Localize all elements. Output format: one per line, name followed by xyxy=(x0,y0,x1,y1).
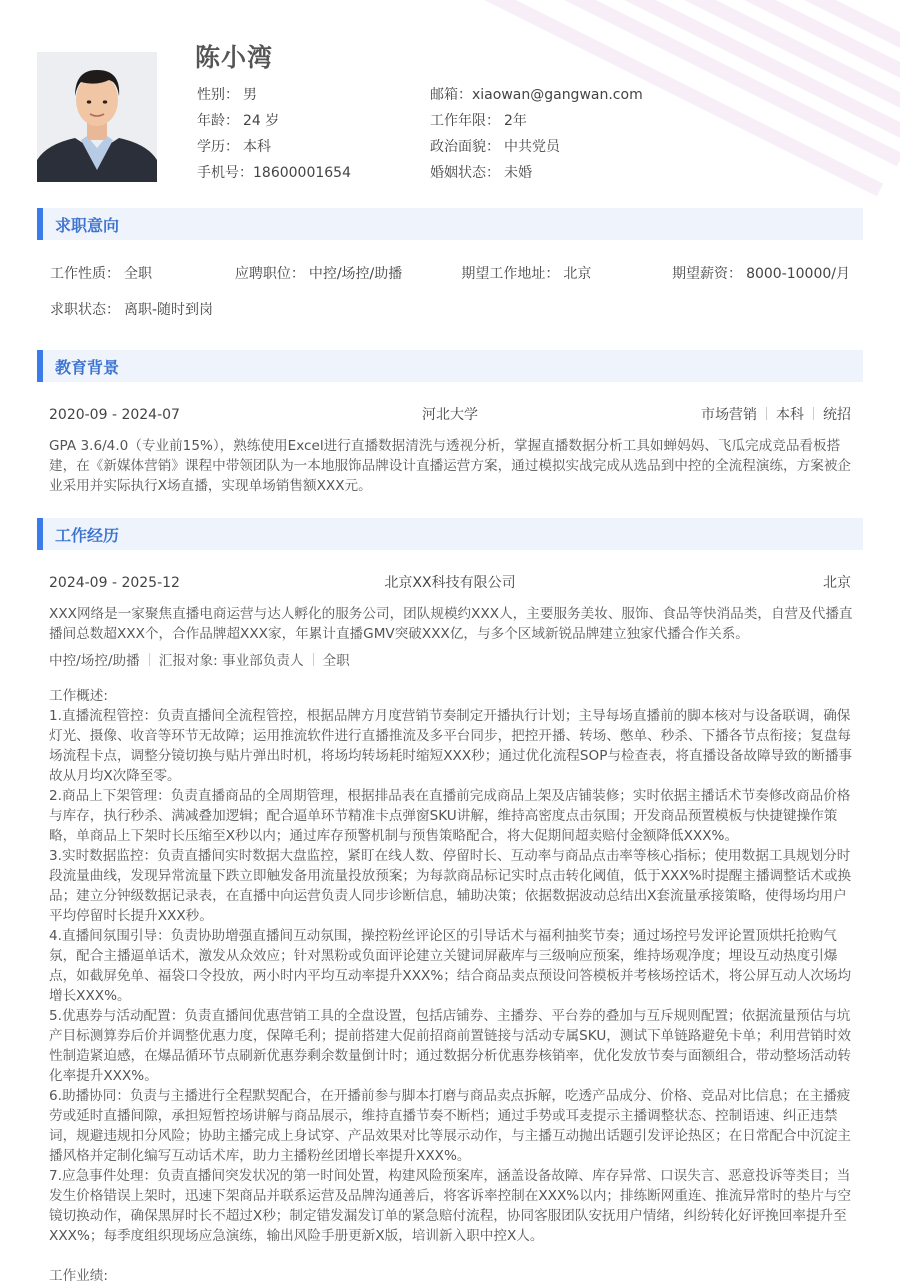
gender-label: 性别： xyxy=(197,87,239,103)
job-tags xyxy=(49,651,350,671)
position-label: 应聘职位： xyxy=(234,266,305,282)
candidate-name: 陈小湾 xyxy=(195,43,274,72)
info-row xyxy=(197,137,717,163)
divider xyxy=(813,407,814,420)
divider xyxy=(149,653,150,666)
email-value: xiaowan@gangwan.com xyxy=(472,87,643,103)
education-description: GPA 3.6/4.0（专业前15%），熟练使用Excel进行直播数据清洗与透视分析，掌握直播数据分析工具如蝉妈妈、飞瓜完成竞品看板搭建，在《新媒体营销》课程中带领团队为一本地服饰品牌设计直播运营方案，通过模拟实战完成从选品到中控的全流程演练，方案被企业采用并实际执行X场直播，实现单场销售额XXX元。 xyxy=(49,438,852,494)
info-row xyxy=(197,85,717,111)
company-description: XXX网络是一家聚焦直播电商运营与达人孵化的服务公司，团队规模约XXX人，主要服务美妆、服饰、食品等快消品类，自营及代播直播间总数超XXX个，合作品牌超XXX家，年累计直播GMV突破XXX亿，与多个区域新锐品牌建立独家代播合作关系。 xyxy=(49,606,853,642)
section-title-text: 工作经历 xyxy=(55,526,120,545)
salary-label: 期望薪资： xyxy=(672,266,743,282)
nature-value: 全职 xyxy=(124,266,152,282)
section-title-education xyxy=(37,350,863,382)
section-title-intent xyxy=(37,208,863,240)
admission-type: 统招 xyxy=(823,407,851,423)
major: 市场营销 xyxy=(701,407,757,423)
employment-type: 全职 xyxy=(322,653,350,669)
divider xyxy=(766,407,767,420)
spacer xyxy=(49,1246,853,1266)
education-entry-header xyxy=(49,404,851,426)
job-intent xyxy=(50,264,850,320)
work-duties xyxy=(49,686,853,1286)
duty-item: 1.直播流程管控：负责直播间全流程管控，根据品牌方月度营销节奏制定开播执行计划；主导每场直播前的脚本核对与设备联调，确保灯光、摄像、收音等环节无故障；运用推流软件进行直播推流及多平台同步，把控开播、转场、憋单、秒杀、下播各节点衔接；复盘每场流程卡点，调整分镜切换与贴片弹出时机，将场均转场耗时缩短XXX秒；通过优化流程SOP与检查表，将直播设备故障导致的断播事故从月均X次降至零。 xyxy=(49,708,853,784)
section-title-work xyxy=(37,518,863,550)
education-label: 学历： xyxy=(197,139,239,155)
marital-value: 未婚 xyxy=(504,165,532,181)
avatar xyxy=(37,52,157,182)
divider xyxy=(313,653,314,666)
phone-value: 18600001654 xyxy=(253,165,351,181)
age-value: 24 岁 xyxy=(243,113,280,129)
salary-value: 8000-10000/月 xyxy=(746,266,850,282)
work-period: 2024-09 - 2025-12 xyxy=(49,575,180,591)
duty-item: 6.助播协同：负责与主播进行全程默契配合，在开播前参与脚本打磨与商品卖点拆解，吃透产品成分、价格、竞品对比信息；在主播疲劳或延时直播间隙，承担短暂控场讲解与商品展示，维持直播节奏不断档；通过手势或耳麦提示主播调整状态、控制语速、纠正违禁词，规避违规扣分风险；协助主播完成上身试穿、产品效果对比等展示动作，与主播互动抛出话题引发评论热区；在日常配合中沉淀主播风格并定制化编写互动话术库，助力主播粉丝团增长率提升XXX%。 xyxy=(49,1088,852,1164)
section-title-text: 求职意向 xyxy=(55,216,120,235)
education-tags xyxy=(701,404,851,426)
info-row xyxy=(197,111,717,137)
work-entry-header xyxy=(49,572,851,594)
work-years-label: 工作年限： xyxy=(430,113,500,129)
nature-label: 工作性质： xyxy=(50,266,120,282)
section-title-text: 教育背景 xyxy=(55,358,120,377)
location-label: 期望工作地址： xyxy=(461,266,560,282)
political-value: 中共党员 xyxy=(504,139,560,155)
intent-row xyxy=(50,264,850,284)
school-name: 河北大学 xyxy=(422,407,478,423)
marital-label: 婚姻状态： xyxy=(430,165,500,181)
job-role: 中控/场控/助播 xyxy=(49,653,140,669)
duties-title: 工作概述: xyxy=(49,688,108,704)
gender-value: 男 xyxy=(243,87,257,103)
duty-item: 3.实时数据监控：负责直播间实时数据大盘监控，紧盯在线人数、停留时长、互动率与商品点击率等核心指标；使用数据工具规划分时段流量曲线，发现异常流量下跌立即触发备用流量投放预案；为每款商品标记实时点击转化阈值，低于XXX%时提醒主播调整话术或换品；建立分钟级数据记录表，在直播中向运营负责人同步诊断信息，辅助决策；依据数据波动总结出X套流量承接策略，使得场均用户平均停留时长提升XXX秒。 xyxy=(49,848,852,924)
political-label: 政治面貌： xyxy=(430,139,500,155)
results-title: 工作业绩: xyxy=(49,1268,108,1284)
education-period: 2020-09 - 2024-07 xyxy=(49,407,180,423)
status-value: 离职-随时到岗 xyxy=(124,302,214,318)
intent-row xyxy=(50,300,850,320)
work-city: 北京 xyxy=(823,575,851,591)
degree: 本科 xyxy=(776,407,804,423)
phone-label: 手机号： xyxy=(197,165,253,181)
profile-header xyxy=(37,38,863,188)
status-label: 求职状态： xyxy=(50,302,120,318)
work-years-value: 2年 xyxy=(504,113,527,129)
report-to: 汇报对象: 事业部负责人 xyxy=(158,653,304,669)
basic-info xyxy=(197,85,717,189)
duty-item: 5.优惠券与活动配置：负责直播间优惠营销工具的全盘设置，包括店铺券、主播券、平台券的叠加与互斥规则配置；依据流量预估与坑产目标测算券后价并调整优惠力度，保障毛利；提前搭建大促前招商前置链接与活动专属SKU，测试下单链路避免卡单；利用营销时效性制造紧迫感，在爆品循环节点刷新优惠券剩余数量倒计时；通过数据分析优惠券核销率，优化发放节奏与面额组合，带动整场活动转化率提升XXX%。 xyxy=(49,1008,852,1084)
education-value: 本科 xyxy=(243,139,271,155)
location-value: 北京 xyxy=(563,266,592,282)
duty-item: 7.应急事件处理：负责直播间突发状况的第一时间处置，构建风险预案库，涵盖设备故障、库存异常、口误失言、恶意投诉等类目；当发生价格错误上架时，迅速下架商品并联系运营及品牌沟通善后，将客诉率控制在XXX%以内；排练断网重连、推流异常时的垫片与空镜切换动作，确保黑屏时长不超过X秒；制定错发漏发订单的紧急赔付流程，协同客服团队安抚用户情绪，纠纷转化好评挽回率提升至XXX%；每季度组织现场应急演练，输出风险手册更新X版，培训新入职中控X人。 xyxy=(49,1168,852,1244)
position-value: 中控/场控/助播 xyxy=(308,266,403,282)
company-name: 北京XX科技有限公司 xyxy=(384,575,516,591)
info-row xyxy=(197,163,717,189)
email-label: 邮箱： xyxy=(430,87,472,103)
age-label: 年龄： xyxy=(197,113,239,129)
duty-item: 4.直播间氛围引导：负责协助增强直播间互动氛围，操控粉丝评论区的引导话术与福利抽奖节奏；通过场控号发评论置顶烘托抢购气氛，配合主播逼单话术，激发从众效应；针对黑粉或负面评论建立关键词屏蔽库与三级响应预案，维持场观净度；埋设互动热度引爆点，如截屏免单、福袋口令投放，两小时内平均互动率提升XXX%；结合商品卖点预设问答模板并考核场控话术，将公屏互动人次场均增长XXX%。 xyxy=(49,928,852,1004)
duty-item: 2.商品上下架管理：负责直播商品的全周期管理，根据排品表在直播前完成商品上架及店铺装修；实时依据主播话术节奏修改商品价格与库存，执行秒杀、满减叠加逻辑；配合逼单环节精准卡点弹窗SKU讲解，维持高密度点击氛围；开发商品预置模板与快捷键操作策略，单商品上下架时长压缩至X秒以内；通过库存预警机制与预售策略配合，将大促期间超卖赔付金额降低XXX%。 xyxy=(49,788,851,844)
